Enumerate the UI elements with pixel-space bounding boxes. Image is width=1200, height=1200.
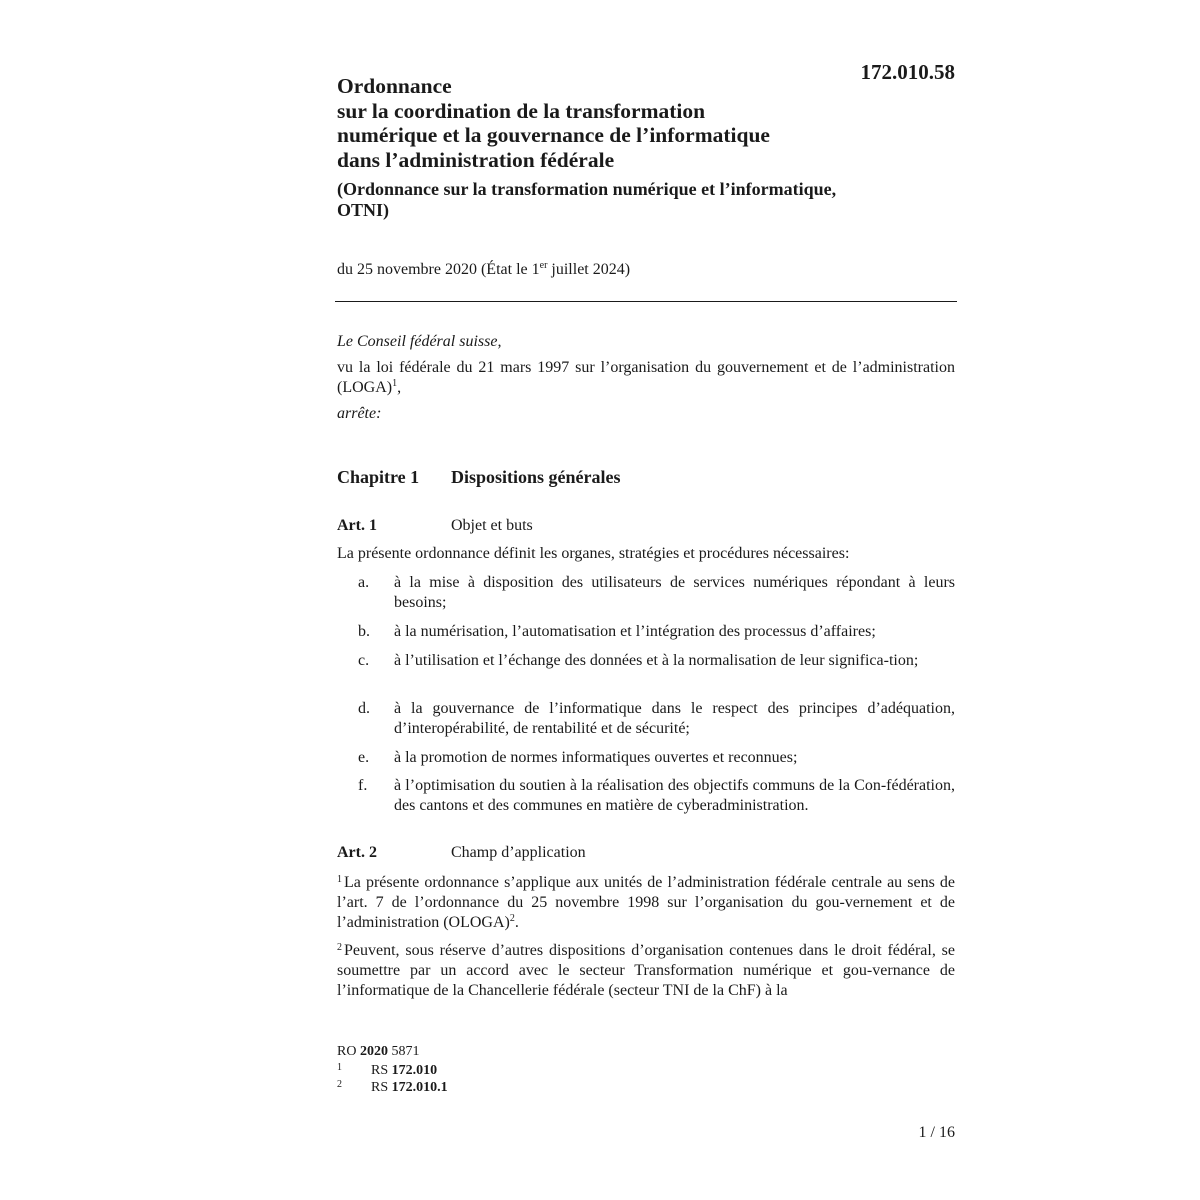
document-date bbox=[337, 261, 957, 279]
footnote-text bbox=[371, 1063, 437, 1078]
date-prefix: du 25 novembre 2020 (État le 1 bbox=[337, 261, 540, 278]
footnote-prefix: RS bbox=[371, 1063, 392, 1078]
list-text: à la gouvernance de l’informatique dans le respect des principes d’adéquation, d’interopérabilité, de rentabilité et de sécurité; bbox=[394, 700, 955, 737]
paragraph-end: . bbox=[514, 914, 519, 931]
article-2-paragraph-2 bbox=[337, 941, 955, 1001]
title-line: numérique et la gouvernance de l’informatique bbox=[337, 123, 770, 147]
document-title bbox=[337, 74, 897, 172]
title-line: dans l’administration fédérale bbox=[337, 147, 615, 172]
footnote-ref-link[interactable]: 172.010.1 bbox=[391, 1080, 448, 1095]
footnote-number: 1 bbox=[337, 1062, 342, 1073]
paragraph-number: 2 bbox=[337, 942, 342, 953]
list-item bbox=[337, 651, 955, 671]
chapter-title: Dispositions générales bbox=[451, 467, 621, 487]
chapter-number: Chapitre 1 bbox=[337, 467, 420, 487]
article-title: Champ d’application bbox=[451, 844, 586, 861]
date-superscript: er bbox=[539, 260, 548, 271]
footnote bbox=[337, 1062, 437, 1079]
list-text: à l’optimisation du soutien à la réalisation des objectifs communs de la Con-fédération, des cantons et des communes en matière de cyberadministration. bbox=[394, 777, 955, 814]
footnote-ref-1[interactable]: 1 bbox=[392, 378, 398, 389]
list-letter: f. bbox=[358, 777, 368, 794]
page-number: 1 / 16 bbox=[918, 1124, 955, 1141]
footnote-ref-link[interactable]: 172.010 bbox=[391, 1063, 438, 1078]
article-number: Art. 1 bbox=[337, 517, 377, 534]
list-text: à la numérisation, l’automatisation et l’intégration des processus d’affaires; bbox=[394, 623, 876, 640]
footnote-prefix: RS bbox=[371, 1080, 392, 1095]
subtitle-line: (Ordonnance sur la transformation numérique et l’informatique, bbox=[337, 179, 837, 199]
list-text: à l’utilisation et l’échange des données et à la normalisation de leur significa-tion; bbox=[394, 652, 919, 669]
list-text: à la mise à disposition des utilisateurs de services numériques répondant à leurs besoins; bbox=[394, 574, 955, 611]
footnote-ref-2[interactable]: 2 bbox=[509, 913, 515, 924]
article-1-intro: La présente ordonnance définit les organes, stratégies et procédures nécessaires: bbox=[337, 545, 850, 562]
subtitle-line: OTNI) bbox=[337, 200, 390, 220]
title-divider bbox=[335, 301, 957, 302]
list-letter: e. bbox=[358, 749, 370, 766]
official-compilation-ref bbox=[337, 1044, 419, 1060]
list-item bbox=[337, 776, 955, 816]
list-item bbox=[337, 573, 955, 613]
preamble-decree: arrête: bbox=[337, 405, 382, 422]
ro-page: 5871 bbox=[387, 1044, 420, 1059]
article-2-heading bbox=[337, 844, 955, 862]
preamble-basis bbox=[337, 358, 955, 398]
list-item bbox=[337, 699, 955, 739]
sr-number: 172.010.58 bbox=[860, 60, 955, 84]
footnote-text bbox=[371, 1080, 448, 1095]
paragraph-number: 1 bbox=[337, 874, 342, 885]
document-subtitle bbox=[337, 179, 957, 221]
chapter-heading bbox=[337, 467, 955, 488]
footnote-number: 2 bbox=[337, 1079, 342, 1090]
article-2-paragraph-1 bbox=[337, 873, 955, 933]
title-line: sur la coordination de la transformation bbox=[337, 98, 706, 123]
paragraph-text: La présente ordonnance s’applique aux unités de l’administration fédérale centrale au sens de l’art. 7 de l’ordonnance du 25 novembre 1998 sur l’organisation du gou-vernement et de l’administration (OLOGA) bbox=[337, 874, 955, 931]
date-suffix: juillet 2024) bbox=[547, 261, 631, 278]
paragraph-text: Peuvent, sous réserve d’autres dispositions d’organisation contenues dans le droit fédéral, se soumettre par un accord avec le secteur Transformation numérique et gou-vernance de l’informatique de la Chancellerie fédérale (secteur TNI de la ChF) à la bbox=[337, 942, 955, 999]
preamble-basis-end: , bbox=[397, 379, 402, 396]
list-letter: c. bbox=[358, 652, 370, 669]
list-letter: a. bbox=[358, 574, 370, 591]
list-item bbox=[337, 622, 955, 642]
list-letter: d. bbox=[358, 700, 370, 717]
title-line: Ordonnance bbox=[337, 74, 452, 98]
article-1-heading bbox=[337, 517, 955, 535]
ro-year: 2020 bbox=[359, 1044, 388, 1059]
list-text: à la promotion de normes informatiques ouvertes et reconnues; bbox=[394, 749, 798, 766]
list-letter: b. bbox=[358, 623, 370, 640]
ro-prefix: RO bbox=[337, 1044, 360, 1059]
preamble-authority: Le Conseil fédéral suisse, bbox=[337, 333, 502, 350]
list-item bbox=[337, 748, 955, 768]
article-number: Art. 2 bbox=[337, 844, 377, 861]
footnote bbox=[337, 1079, 448, 1096]
article-title: Objet et buts bbox=[451, 517, 533, 534]
preamble-basis-text: vu la loi fédérale du 21 mars 1997 sur l’organisation du gouvernement et de l’administration (LOGA) bbox=[337, 359, 955, 396]
